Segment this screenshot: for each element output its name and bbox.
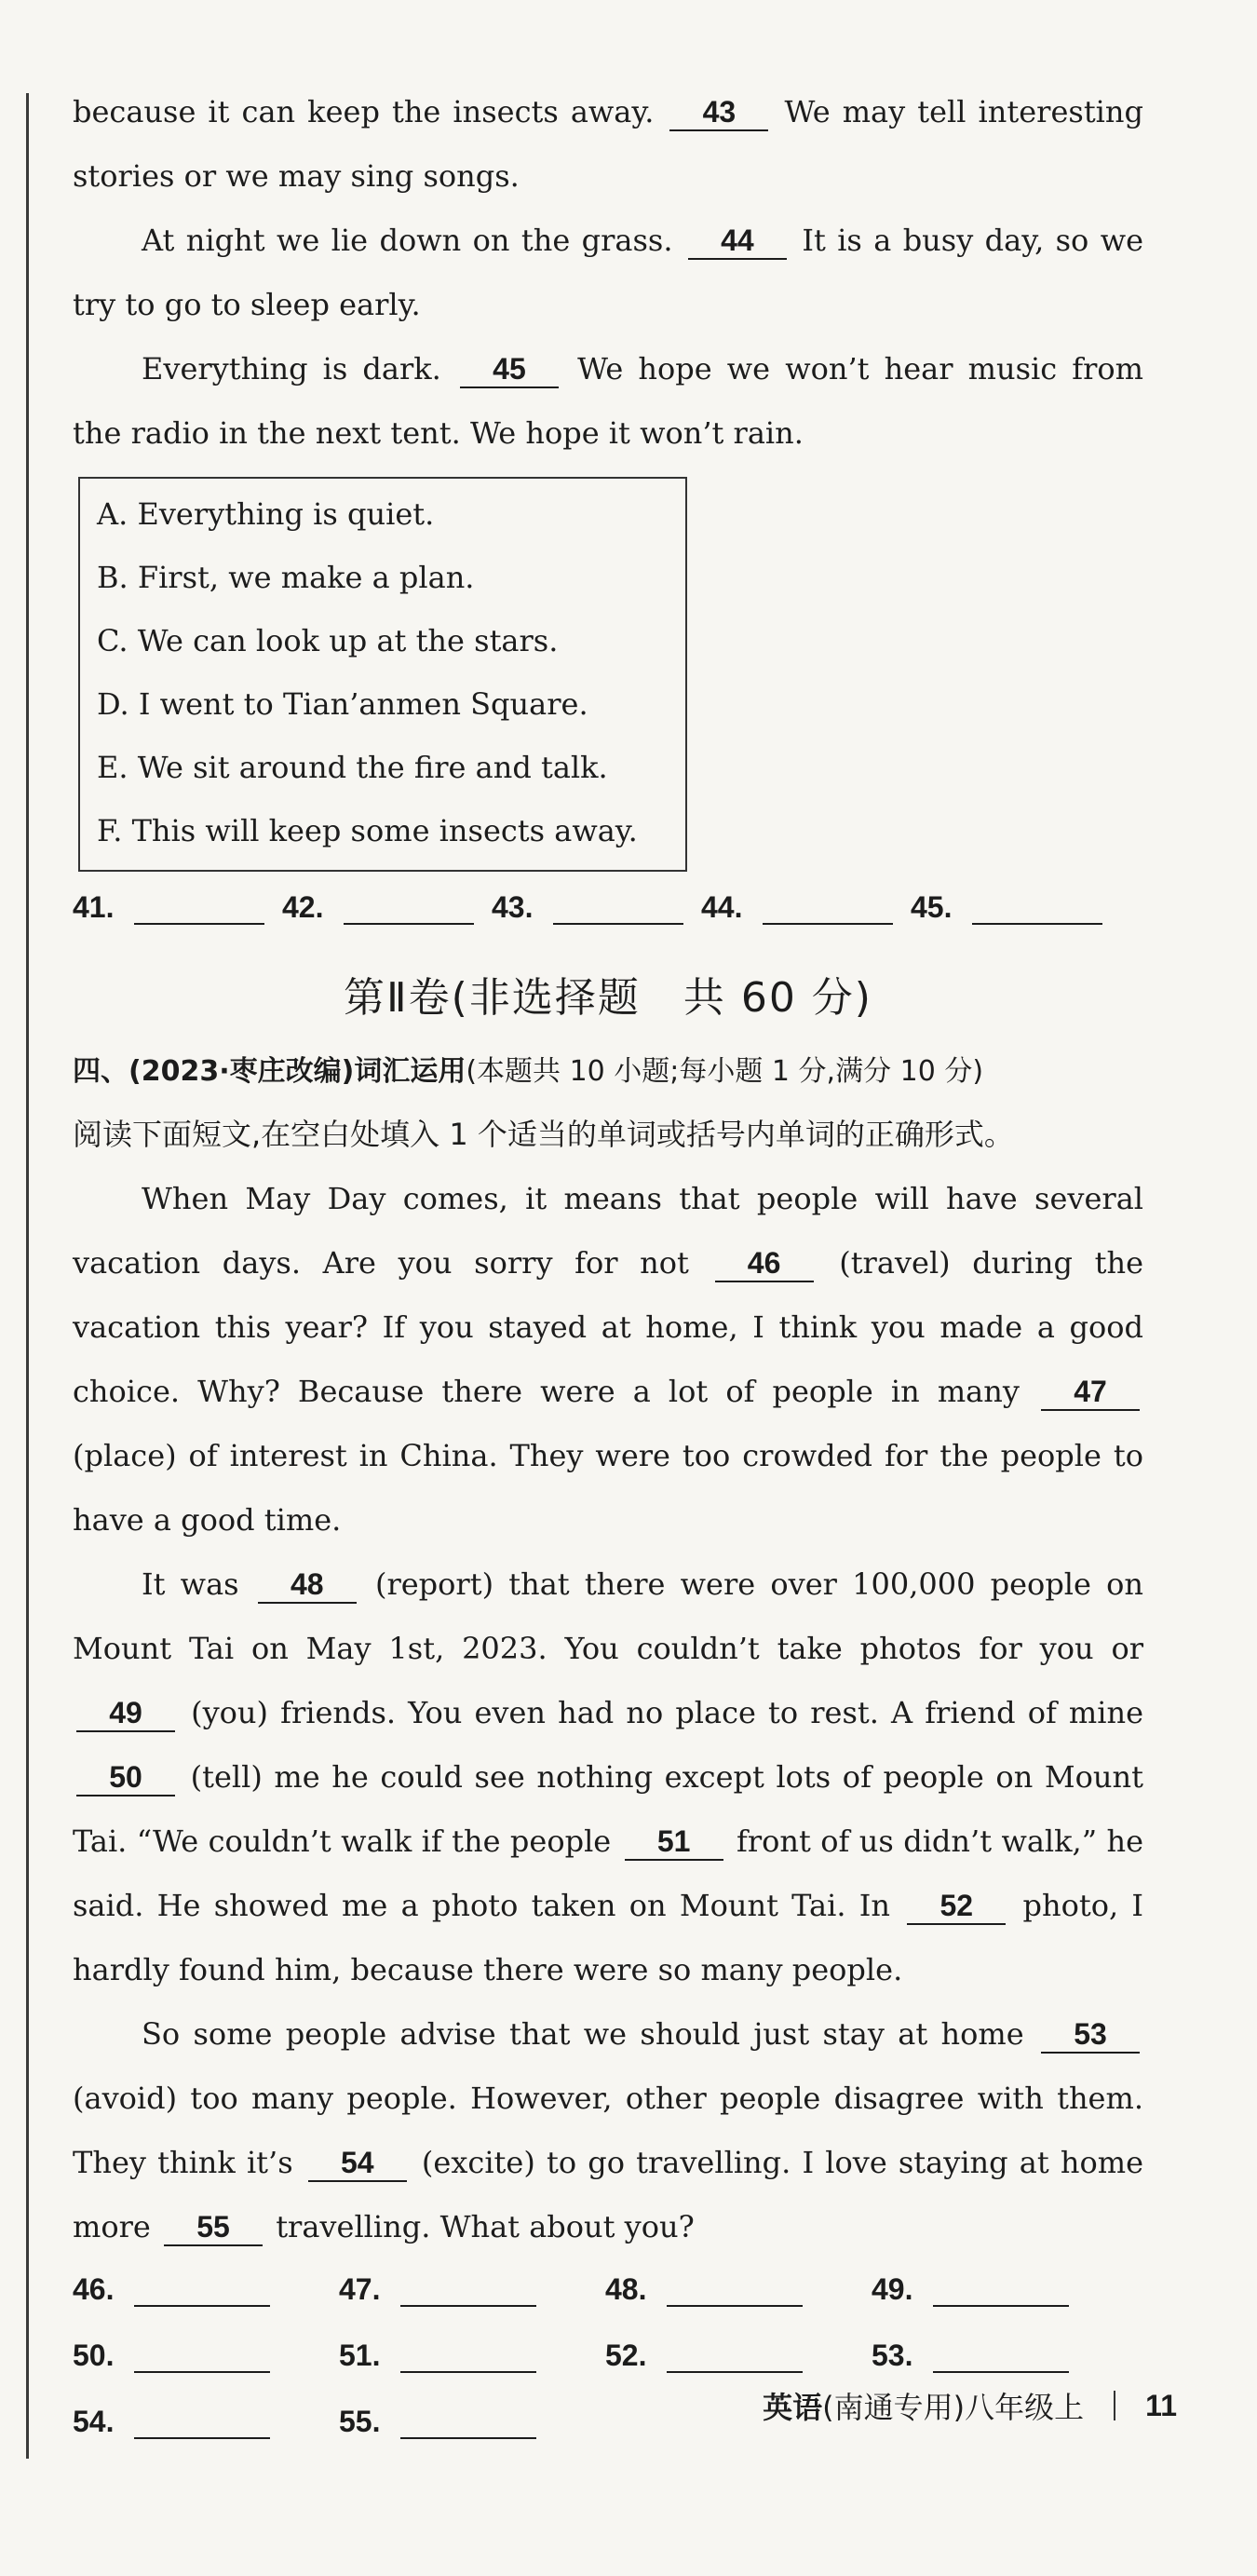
answer-line[interactable] (972, 895, 1102, 925)
footer-edition: (南通专用) (822, 2390, 966, 2425)
answer-line[interactable] (553, 895, 683, 925)
passage2-paragraph-1 (73, 1167, 1143, 1552)
answer-48 (605, 2272, 872, 2307)
answer-line[interactable] (400, 2343, 536, 2373)
answer-line[interactable] (933, 2277, 1069, 2307)
answer-number: 45. (911, 890, 953, 924)
answer-row-50-53 (73, 2339, 1143, 2373)
answer-42 (282, 890, 492, 925)
answer-54 (73, 2405, 339, 2439)
text-segment: travelling. What about you? (276, 2209, 695, 2244)
text-segment: photo, I hardly found him, because there were so many people. (73, 1888, 1144, 1987)
section-4-note: (本题共 10 小题;每小题 1 分,满分 10 分) (466, 1055, 984, 1088)
page-footer (763, 2384, 1177, 2427)
answer-number: 41. (73, 890, 115, 924)
answer-47 (339, 2272, 605, 2307)
answer-line[interactable] (763, 895, 893, 925)
answer-53 (872, 2339, 1138, 2373)
answer-41 (73, 890, 282, 925)
footer-grade: 八年级上 (965, 2390, 1085, 2425)
answer-43 (492, 890, 701, 925)
text-segment: When May Day comes, it means that people will have several vacation days. Are you sorry for not (73, 1181, 1143, 1281)
blank-43[interactable]: 43 (669, 94, 768, 131)
answer-line[interactable] (134, 895, 264, 925)
blank-50[interactable]: 50 (76, 1759, 175, 1796)
section-4-instruction: 阅读下面短文,在空白处填入 1 个适当的单词或括号内单词的正确形式。 (73, 1117, 1014, 1152)
blank-49[interactable]: 49 (76, 1695, 175, 1732)
text-segment: At night we lie down on the grass. (142, 223, 673, 258)
answer-number: 53. (872, 2339, 913, 2372)
answer-number: 51. (339, 2339, 381, 2372)
answer-number: 44. (701, 890, 743, 924)
text-segment: because it can keep the insects away. (73, 94, 655, 129)
section-4-title: 词汇运用 (354, 1055, 466, 1088)
passage-paragraph-3 (73, 337, 1143, 466)
blank-47[interactable]: 47 (1041, 1374, 1140, 1411)
text-segment: We may tell interesting stories or we may sing songs. (73, 94, 1144, 194)
passage2-paragraph-2 (73, 1552, 1143, 2002)
footer-subject: 英语 (763, 2390, 823, 2425)
blank-44[interactable]: 44 (688, 223, 787, 260)
text-segment: (you) friends. You even had no place to rest. A friend of mine (191, 1695, 1144, 1730)
option-e: E. We sit around the fire and talk. (97, 750, 608, 785)
blank-52[interactable]: 52 (907, 1888, 1006, 1925)
blank-54[interactable]: 54 (308, 2145, 407, 2182)
footer-divider (1114, 2391, 1115, 2420)
answer-number: 46. (73, 2272, 115, 2306)
blank-55[interactable]: 55 (164, 2209, 263, 2246)
text-segment: (tell) me he could see nothing except lots of people on Mount Tai. “We couldn’t walk if the people (73, 1759, 1144, 1859)
section-title: 第Ⅱ卷(非选择题 共 60 分) (344, 974, 872, 1022)
option-c: C. We can look up at the stars. (97, 623, 559, 658)
answer-52 (605, 2339, 872, 2373)
answer-number: 47. (339, 2272, 381, 2306)
text-segment: (report) that there were over 100,000 people on Mount Tai on May 1st, 2023. You couldn’t take photos for you or (73, 1566, 1144, 1666)
answer-number: 55. (339, 2405, 381, 2438)
text-segment: (travel) during the vacation this year? If you stayed at home, I think you made a good choice. Why? Because there were a lot of people in many (73, 1245, 1144, 1409)
text-segment: Everything is dark. (142, 351, 441, 386)
passage-paragraph-2 (73, 209, 1143, 337)
text-segment: It was (142, 1566, 239, 1602)
text-segment: front of us didn’t walk,” he said. He showed me a photo taken on Mount Tai. In (73, 1824, 1143, 1923)
text-segment: It is a busy day, so we try to go to sleep early. (73, 223, 1144, 322)
text-segment: We hope we won’t hear music from the radio in the next tent. We hope it won’t rain. (73, 351, 1144, 451)
margin-rule (26, 93, 29, 2459)
page-number: 11 (1145, 2388, 1177, 2422)
answer-number: 42. (282, 890, 324, 924)
text-segment: (place) of interest in China. They were too crowded for the people to have a good time. (73, 1438, 1143, 1538)
text-segment: (avoid) too many people. However, other people disagree with them. They think it’s (73, 2081, 1143, 2180)
passage2-paragraph-3 (73, 2002, 1143, 2259)
answer-line[interactable] (667, 2277, 803, 2307)
answer-line[interactable] (933, 2343, 1069, 2373)
answer-number: 54. (73, 2405, 115, 2438)
answer-line[interactable] (134, 2409, 270, 2439)
blank-48[interactable]: 48 (258, 1566, 357, 1604)
section-4-label: 四、(2023·枣庄改编) (73, 1055, 355, 1088)
answer-50 (73, 2339, 339, 2373)
option-b: B. First, we make a plan. (97, 560, 475, 595)
answer-row-46-49 (73, 2272, 1143, 2307)
answer-44 (701, 890, 911, 925)
option-f: F. This will keep some insects away. (97, 813, 638, 848)
answer-51 (339, 2339, 605, 2373)
answer-line[interactable] (400, 2277, 536, 2307)
page-content (73, 80, 1143, 2439)
answer-line[interactable] (400, 2409, 536, 2439)
answer-number: 50. (73, 2339, 115, 2372)
answer-45 (911, 890, 1120, 925)
passage-paragraph-1 (73, 80, 1143, 209)
answer-line[interactable] (134, 2277, 270, 2307)
blank-46[interactable]: 46 (715, 1245, 814, 1282)
text-segment: (excite) to go travelling. I love staying at home more (73, 2145, 1144, 2244)
answer-line[interactable] (134, 2343, 270, 2373)
blank-45[interactable]: 45 (460, 351, 559, 388)
section-4-header (73, 1042, 1143, 1102)
answer-number: 43. (492, 890, 534, 924)
text-segment: So some people advise that we should just stay at home (142, 2016, 1024, 2052)
blank-53[interactable]: 53 (1041, 2016, 1140, 2054)
blank-51[interactable]: 51 (625, 1824, 723, 1861)
answer-55 (339, 2405, 605, 2439)
answer-number: 52. (605, 2339, 647, 2372)
answer-line[interactable] (667, 2343, 803, 2373)
option-a: A. Everything is quiet. (97, 496, 435, 532)
answer-49 (872, 2272, 1138, 2307)
option-d: D. I went to Tian’anmen Square. (97, 686, 588, 722)
answer-46 (73, 2272, 339, 2307)
answer-line[interactable] (344, 895, 474, 925)
options-box (78, 477, 687, 872)
answer-row-41-45 (73, 890, 1143, 925)
answer-number: 48. (605, 2272, 647, 2306)
answer-number: 49. (872, 2272, 913, 2306)
